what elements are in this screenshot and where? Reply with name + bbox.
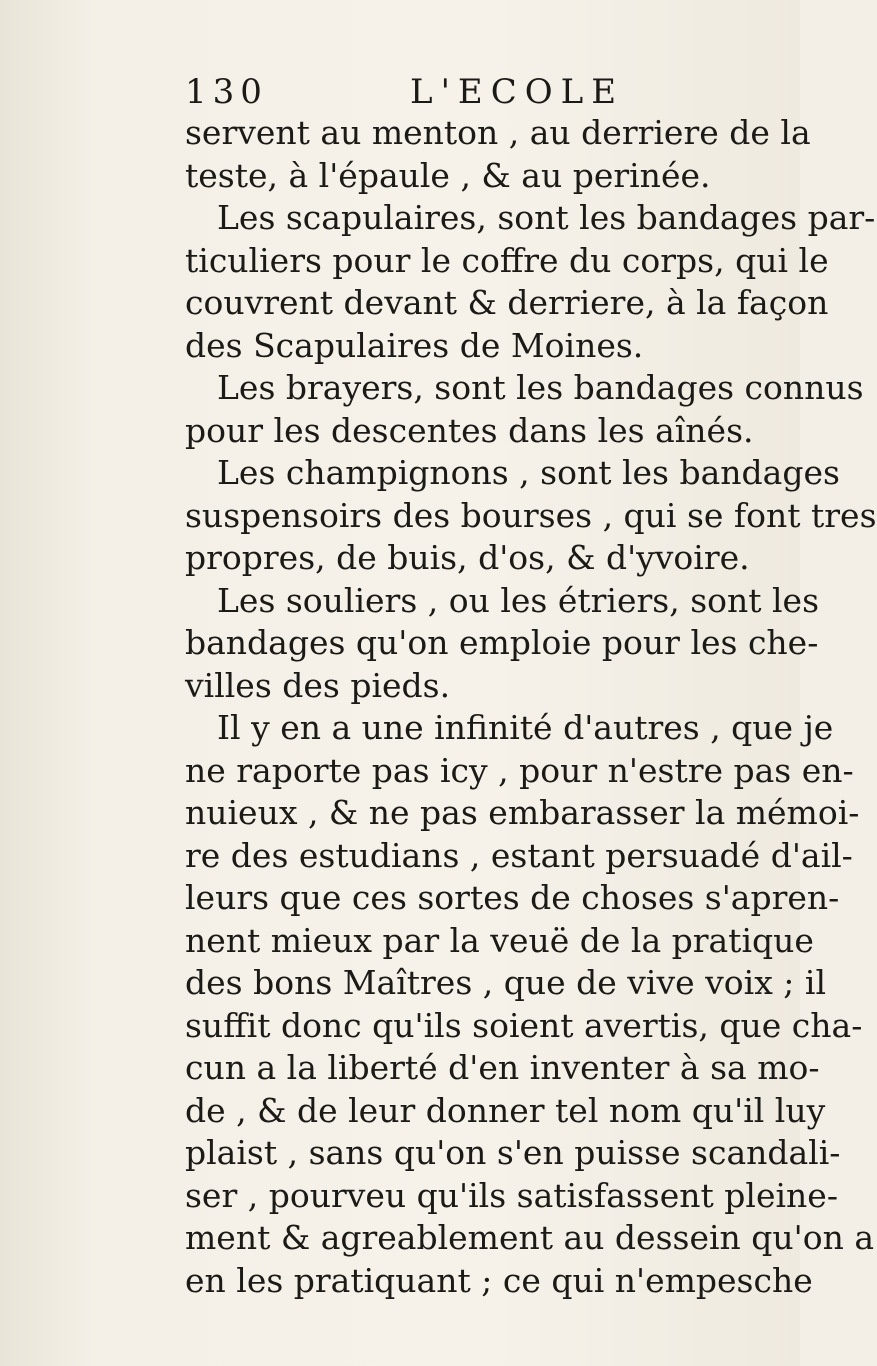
text-line: en les pratiquant ; ce qui n'empesche (185, 1260, 813, 1300)
text-line: couvrent devant & derriere, à la façon (185, 283, 829, 322)
text-line: de , & de leur donner tel nom qu'il luy (185, 1090, 826, 1130)
text-line: Les souliers , ou les étriers, sont les (217, 580, 820, 620)
text-line: suspensoirs des bourses , qui se font tres (185, 495, 877, 535)
running-title: L'ECOLE (410, 72, 625, 112)
text-line: bandages qu'on emploie pour les che- (185, 623, 819, 662)
body-text (185, 112, 877, 1302)
text-line: suffit donc qu'ils soient avertis, que cha- (185, 1005, 863, 1045)
text-line: nuieux , & ne pas embarasser la mémoi- (185, 793, 860, 832)
text-line: Les scapulaires, sont les bandages par- (217, 198, 876, 237)
text-line: ticuliers pour le coffre du corps, qui le (185, 240, 829, 280)
text-line: des Scapulaires de Moines. (185, 325, 644, 365)
text-line: nent mieux par la veuë de la pratique (185, 920, 814, 960)
text-line: villes des pieds. (185, 665, 451, 705)
text-line: des bons Maîtres , que de vive voix ; il (185, 963, 827, 1002)
text-line: Les brayers, sont les bandages connus (217, 368, 864, 407)
page-header (185, 72, 625, 112)
text-line: re des estudians , estant persuadé d'ail- (185, 835, 853, 875)
text-line: Les champignons , sont les bandages (217, 453, 840, 492)
text-line: ne raporte pas icy , pour n'estre pas en- (185, 750, 854, 790)
text-line: cun a la liberté d'en inventer à sa mo- (185, 1048, 820, 1087)
text-line: pour les descentes dans les aînés. (185, 410, 754, 450)
text-line: ment & agreablement au dessein qu'on a (185, 1218, 875, 1257)
text-line: servent au menton , au derriere de la (185, 113, 811, 152)
text-line: propres, de buis, d'os, & d'yvoire. (185, 538, 750, 577)
page-number: 130 (185, 72, 268, 112)
text-line: leurs que ces sortes de choses s'apren- (185, 878, 840, 917)
text-line: ser , pourveu qu'ils satisfassent pleine- (185, 1175, 838, 1215)
text-line: teste, à l'épaule , & au perinée. (185, 155, 711, 195)
text-line: plaist , sans qu'on s'en puisse scandali- (185, 1133, 841, 1172)
text-line: Il y en a une infinité d'autres , que je (217, 708, 834, 747)
